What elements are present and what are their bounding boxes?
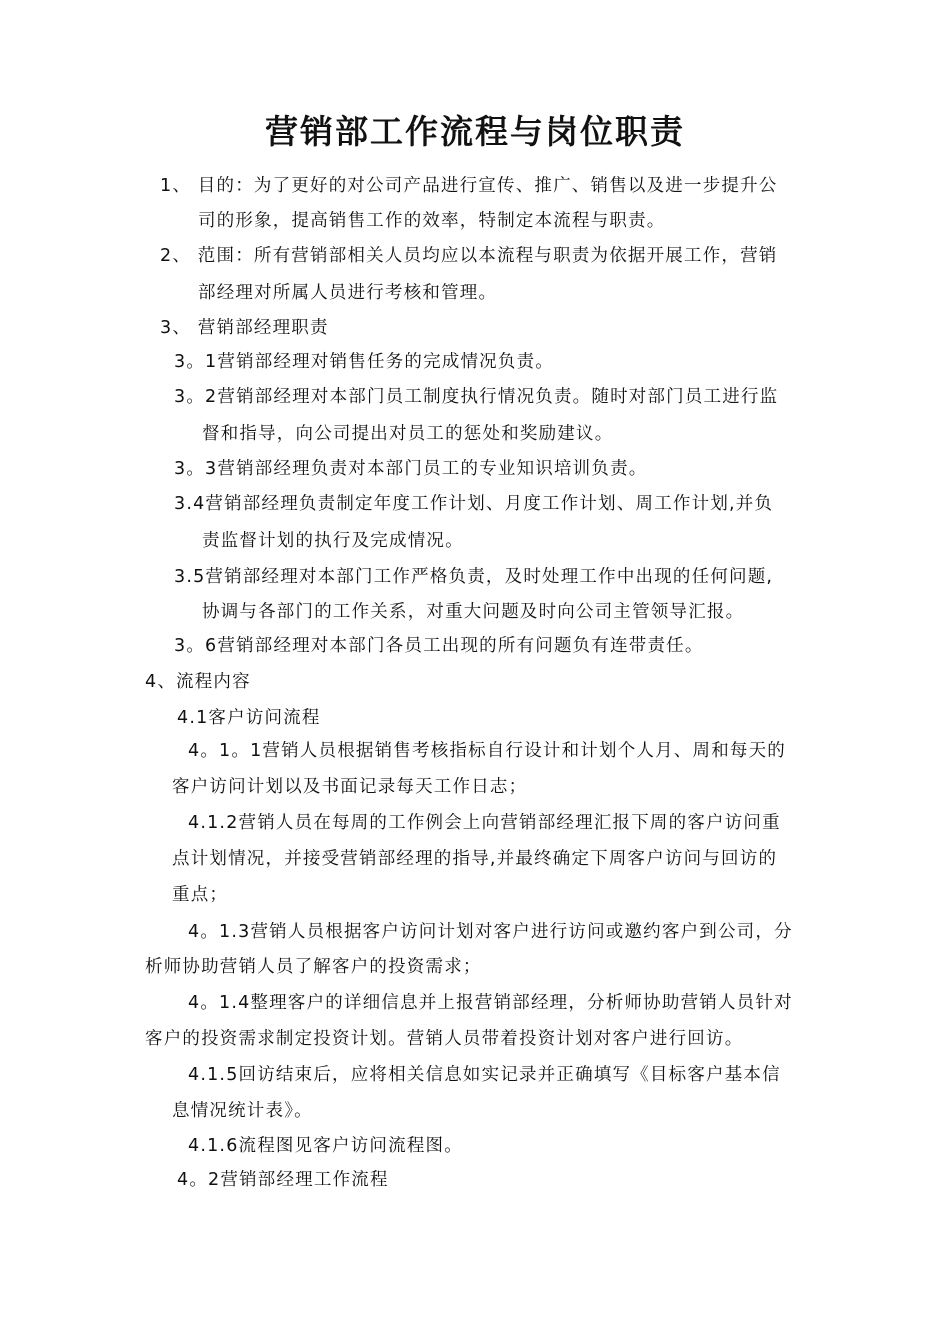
text-line: 3.5营销部经理对本部门工作严格负责，及时处理工作中出现的任何问题, xyxy=(174,567,774,587)
text-line: 2、 范围：所有营销部相关人员均应以本流程与职责为依据开展工作，营销 xyxy=(160,246,778,266)
text-line: 4.1.2营销人员在每周的工作例会上向营销部经理汇报下周的客户访问重 xyxy=(188,813,781,833)
text-line: 4.1.5回访结束后，应将相关信息如实记录并正确填写《目标客户基本信 xyxy=(188,1065,781,1085)
text-line: 3.4营销部经理负责制定年度工作计划、月度工作计划、周工作计划,并负 xyxy=(174,494,774,514)
text-line: 3。3营销部经理负责对本部门员工的专业知识培训负责。 xyxy=(174,459,648,479)
text-line: 客户访问计划以及书面记录每天工作日志； xyxy=(172,777,528,797)
text-line: 3。2营销部经理对本部门员工制度执行情况负责。随时对部门员工进行监 xyxy=(174,387,779,407)
text-line: 部经理对所属人员进行考核和管理。 xyxy=(198,283,498,303)
text-line: 重点； xyxy=(172,885,229,905)
text-line: 3、 营销部经理职责 xyxy=(160,318,329,338)
text-line: 4.1.6流程图见客户访问流程图。 xyxy=(188,1136,463,1156)
document-title: 营销部工作流程与岗位职责 xyxy=(265,112,685,151)
text-line: 3。1营销部经理对销售任务的完成情况负责。 xyxy=(174,352,554,372)
subsection-heading: 4.1客户访问流程 xyxy=(177,708,321,728)
text-line: 4。1。1营销人员根据销售考核指标自行设计和计划个人月、周和每天的 xyxy=(188,741,786,761)
text-line: 4。1.4整理客户的详细信息并上报营销部经理，分析师协助营销人员针对 xyxy=(188,993,793,1013)
text-line: 4。1.3营销人员根据客户访问计划对客户进行访问或邀约客户到公司，分 xyxy=(188,922,793,942)
text-line: 协调与各部门的工作关系，对重大问题及时向公司主管领导汇报。 xyxy=(202,602,745,622)
text-line: 责监督计划的执行及完成情况。 xyxy=(202,531,464,551)
text-line: 督和指导，向公司提出对员工的惩处和奖励建议。 xyxy=(202,424,614,444)
section-heading: 4、流程内容 xyxy=(145,672,251,692)
text-line: 1、 目的：为了更好的对公司产品进行宣传、推广、销售以及进一步提升公 xyxy=(160,176,778,196)
subsection-heading: 4。2营销部经理工作流程 xyxy=(177,1170,389,1190)
text-line: 3。6营销部经理对本部门各员工出现的所有问题负有连带责任。 xyxy=(174,636,704,656)
text-line: 息情况统计表》。 xyxy=(172,1101,313,1121)
text-line: 客户的投资需求制定投资计划。营销人员带着投资计划对客户进行回访。 xyxy=(145,1029,744,1049)
text-line: 司的形象，提高销售工作的效率，特制定本流程与职责。 xyxy=(198,211,666,231)
text-line: 点计划情况，并接受营销部经理的指导,并最终确定下周客户访问与回访的 xyxy=(172,849,778,869)
text-line: 析师协助营销人员了解客户的投资需求； xyxy=(145,957,482,977)
